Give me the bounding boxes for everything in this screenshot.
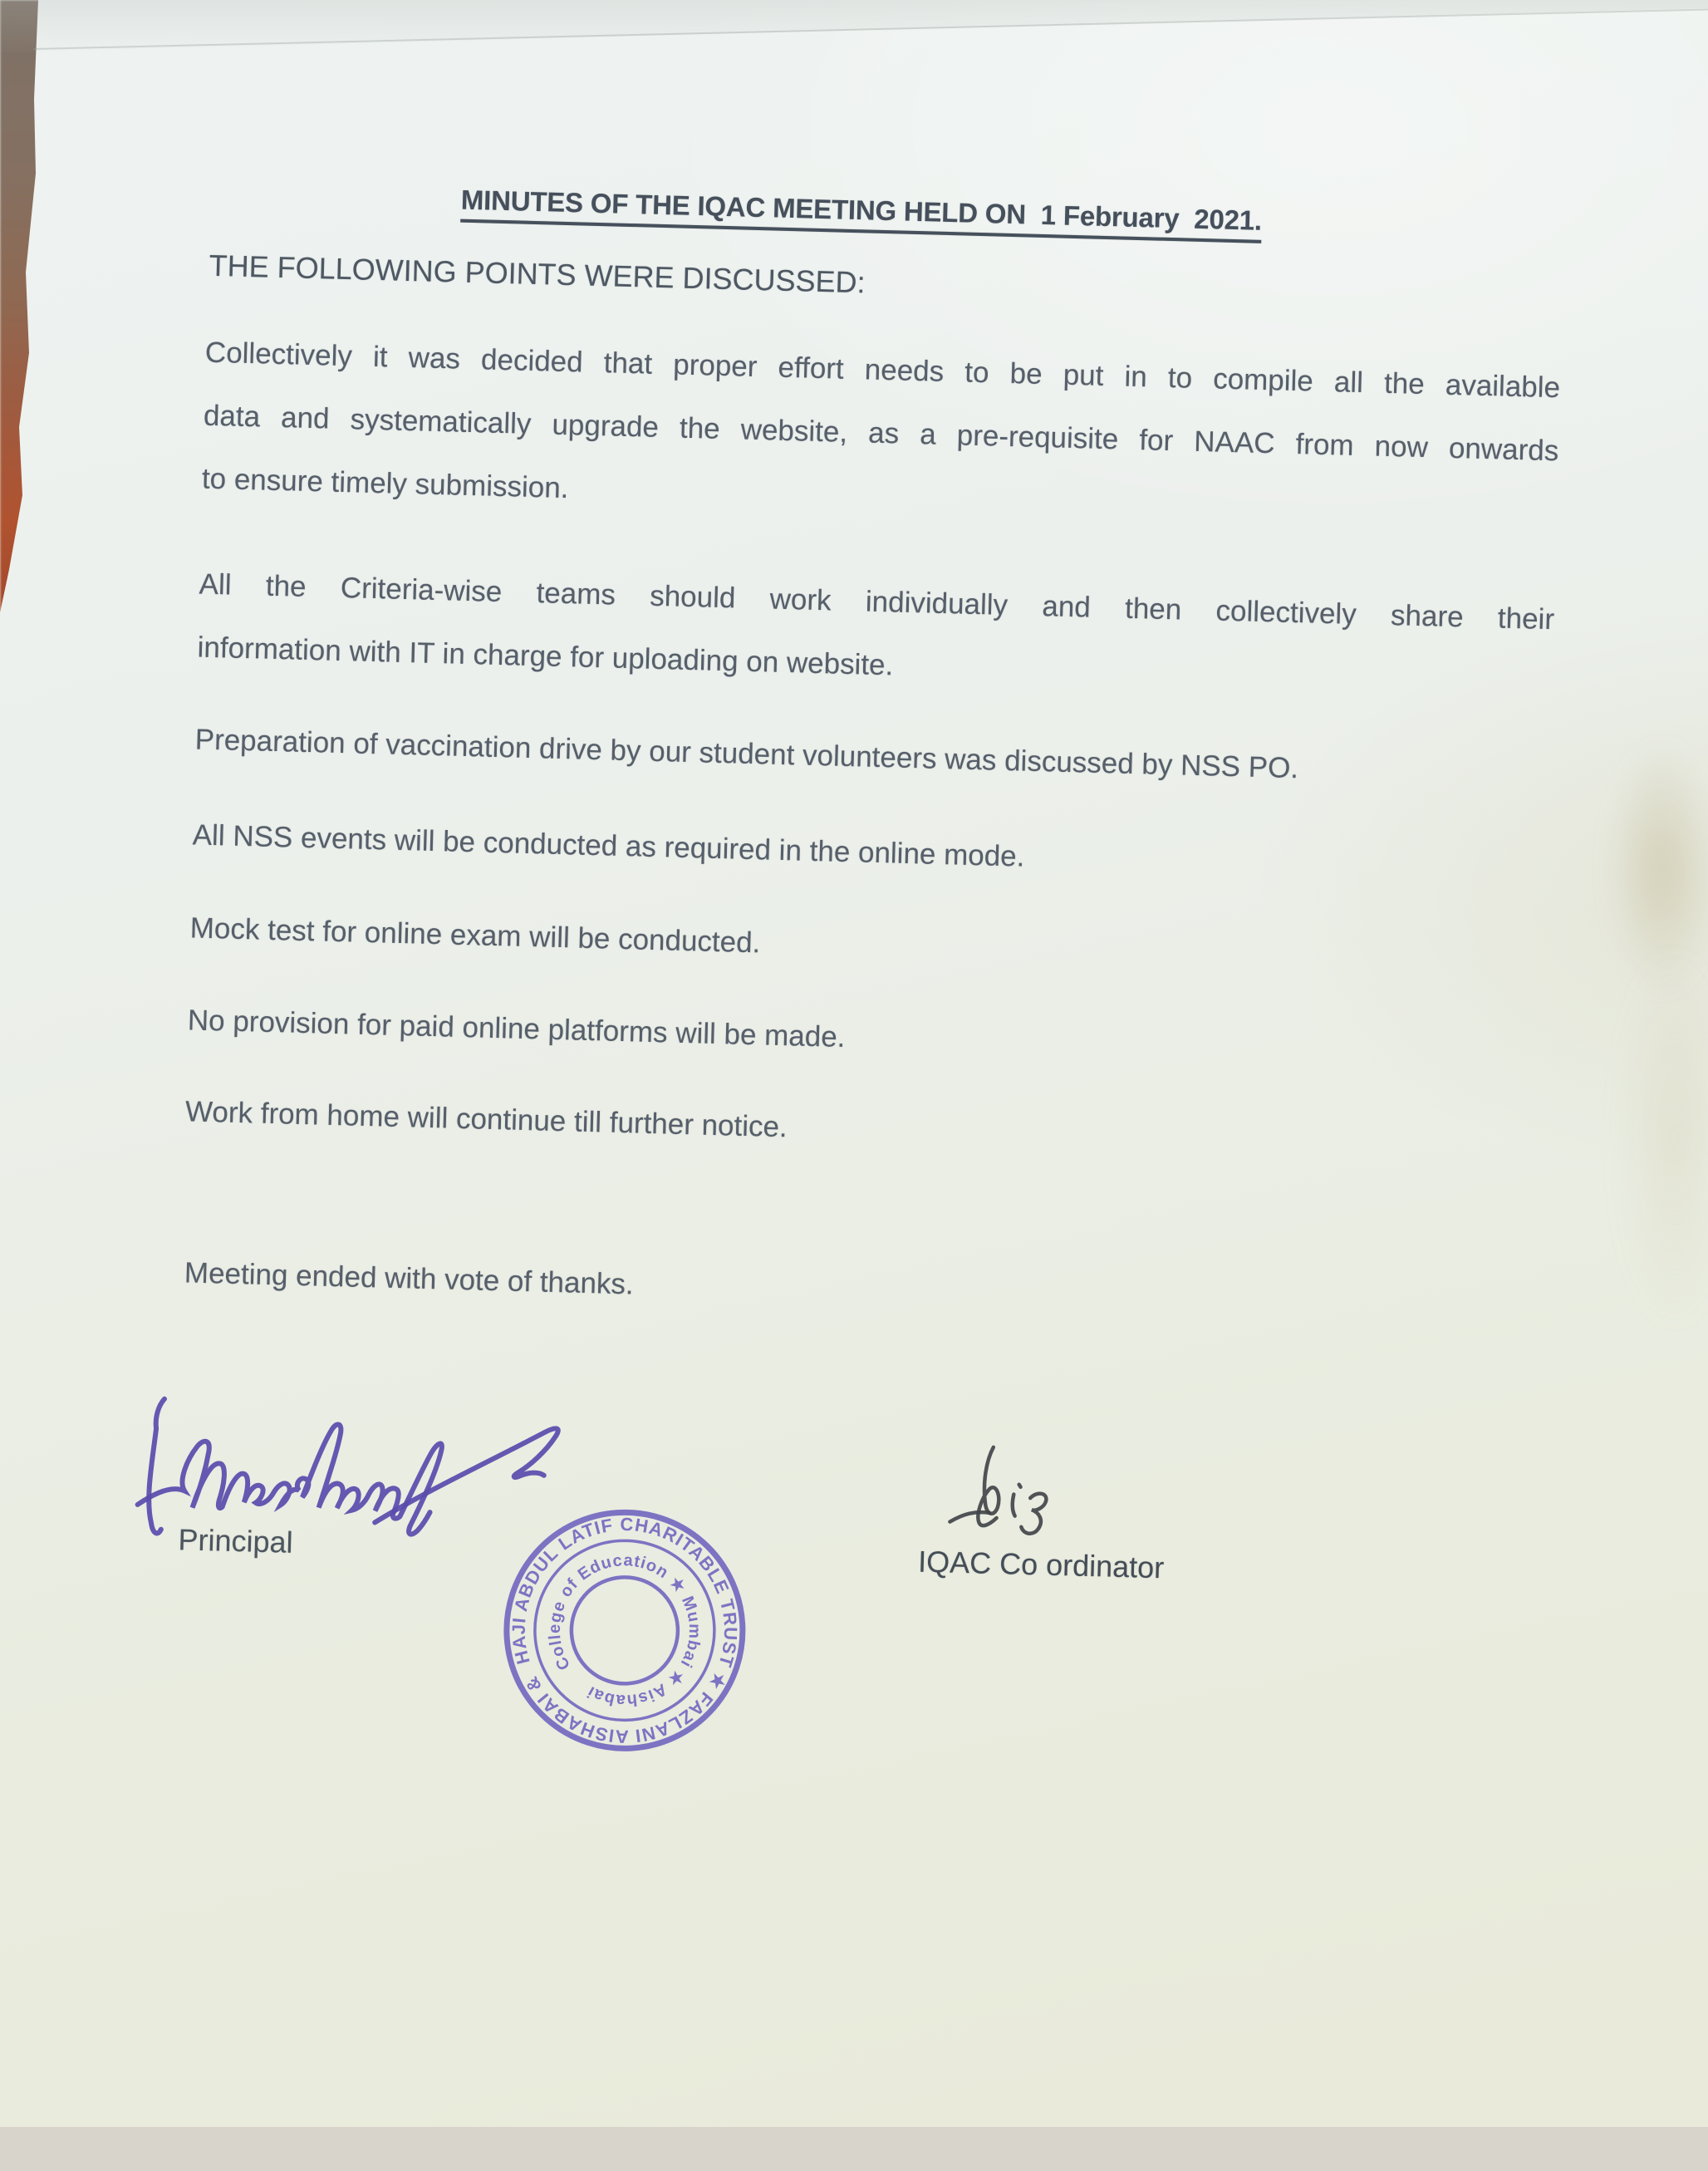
paragraph xyxy=(192,803,1548,902)
paragraph xyxy=(201,322,1561,547)
coordinator-label: IQAC Co ordinator xyxy=(917,1544,1165,1585)
signature-stroke xyxy=(148,1398,164,1533)
paragraph-line: data and systematically upgrade the website, as a pre-requisite for NAAC from now onwards xyxy=(203,399,1559,468)
paragraph-line: Preparation of vaccination drive by our student volunteers was discussed by NSS PO. xyxy=(194,723,1299,785)
paragraph xyxy=(187,989,1544,1088)
paragraph-line: to ensure timely submission. xyxy=(201,462,569,505)
coordinator-signature xyxy=(941,1442,1097,1550)
paragraph xyxy=(184,1080,1541,1179)
stamp-outer-text: HAJI ABDUL LATIF CHARITABLE TRUST ★ FAZLANI AISHABAI & xyxy=(508,1513,742,1747)
signature-dot xyxy=(1019,1485,1021,1487)
signature-stroke xyxy=(1021,1493,1046,1534)
stamp-inner-ring xyxy=(568,1574,681,1687)
stamp-inner-text: College of Education ★ Mumbai ★ Aishabai xyxy=(545,1551,704,1710)
college-stamp xyxy=(493,1498,757,1762)
paragraph-line: information with IT in charge for uploading on website. xyxy=(197,631,894,682)
closing-line: Meeting ended with vote of thanks. xyxy=(184,1256,635,1301)
paragraph-line: Work from home will continue till further notice. xyxy=(184,1095,788,1144)
paragraph xyxy=(194,708,1551,807)
signature-stroke xyxy=(137,1419,443,1535)
signature-stroke xyxy=(1012,1495,1015,1516)
paragraph-line: All NSS events will be conducted as required in the online mode. xyxy=(192,818,1025,873)
principal-label: Principal xyxy=(178,1522,294,1559)
paragraph-line: No provision for paid online platforms will be made. xyxy=(187,1004,846,1054)
paragraph xyxy=(189,896,1546,995)
signature-stroke xyxy=(950,1511,989,1523)
paragraph-line: Collectively it was decided that proper effort needs to be put in to compile all the available xyxy=(204,336,1561,405)
stamp-outer-ring xyxy=(499,1505,749,1756)
paragraph-line: All the Criteria-wise teams should work individually and then collectively share their xyxy=(199,567,1555,636)
intro-line: THE FOLLOWING POINTS WERE DISCUSSED: xyxy=(209,248,866,300)
paragraph xyxy=(197,553,1555,715)
paragraph-line: Mock test for online exam will be conducted. xyxy=(189,911,761,960)
document-title: MINUTES OF THE IQAC MEETING HELD ON 1 February 2021. xyxy=(460,184,1263,236)
